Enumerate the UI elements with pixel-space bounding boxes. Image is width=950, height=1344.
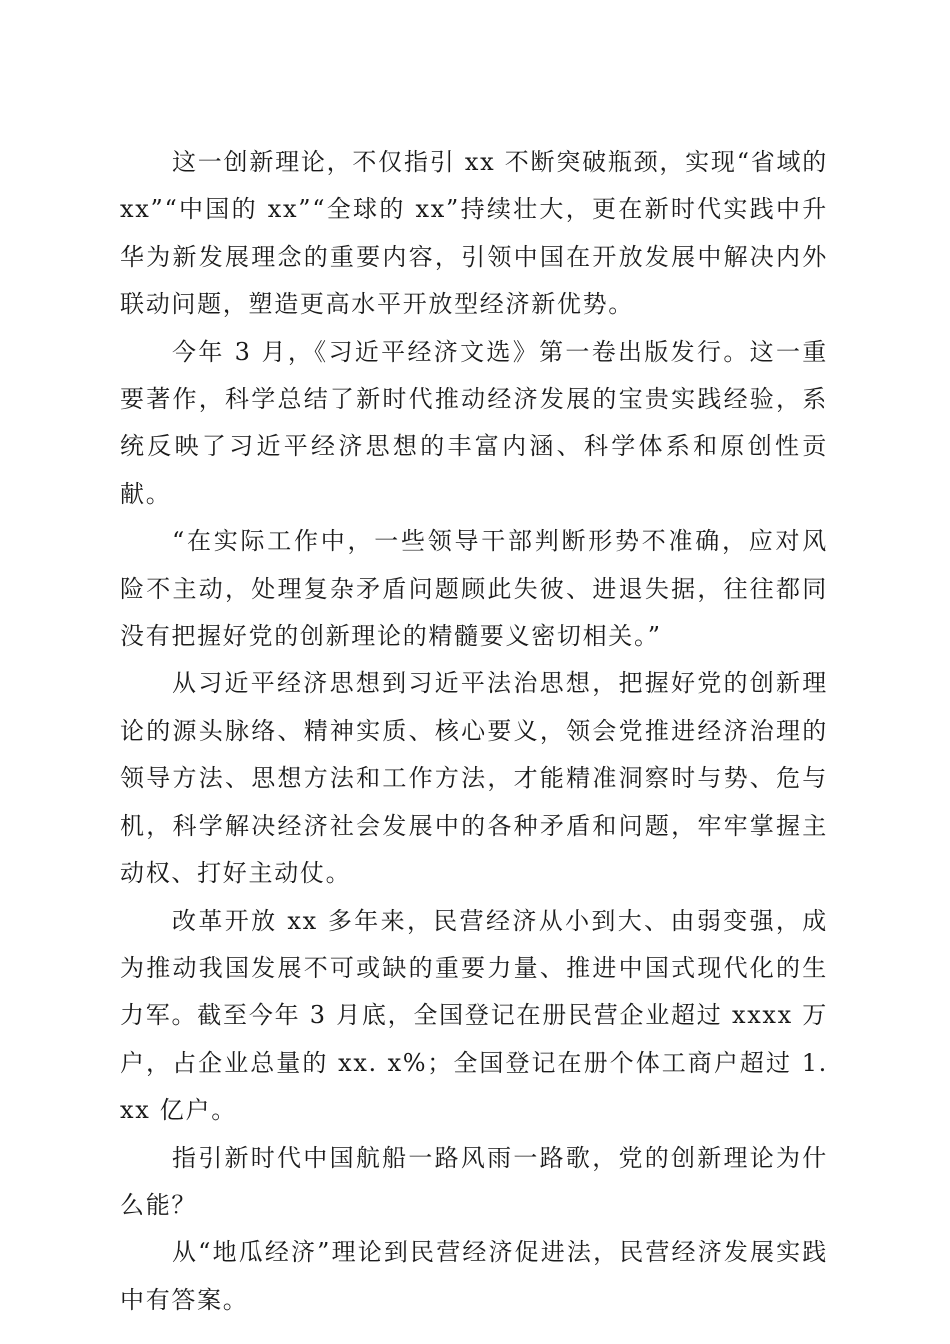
document-body — [120, 139, 828, 1324]
paragraph-4: 从习近平经济思想到习近平法治思想，把握好党的创新理论的源头脉络、精神实质、核心要义，领会党推进经济治理的领导方法、思想方法和工作方法，才能精准洞察时与势、危与机，科学解决经济社会发展中的各种矛盾和问题，牢牢掌握主动权、打好主动仗。 — [120, 669, 828, 888]
paragraph-5: 改革开放 xx 多年来，民营经济从小到大、由弱变强，成为推动我国发展不可或缺的重要力量、推进中国式现代化的生力军。截至今年 3 月底，全国登记在册民营企业超过 xxxx 万户，占企业总量的 xx. x%；全国登记在册个体工商户超过 1. xx 亿户。 — [120, 906, 828, 1125]
paragraph-2: 今年 3 月，《习近平经济文选》第一卷出版发行。这一重要著作，科学总结了新时代推动经济发展的宝贵实践经验，系统反映了习近平经济思想的丰富内涵、科学体系和原创性贡献。 — [120, 337, 828, 508]
paragraph-7: 从“地瓜经济”理论到民营经济促进法，民营经济发展实践中有答案。 — [120, 1238, 828, 1314]
paragraph-1: 这一创新理论，不仅指引 xx 不断突破瓶颈，实现“省域的 xx”“中国的 xx”“全球的 xx”持续壮大，更在新时代实践中升华为新发展理念的重要内容，引领中国在开放发展中解决内外联动问题，塑造更高水平开放型经济新优势。 — [120, 148, 828, 319]
paragraph-3: “在实际工作中，一些领导干部判断形势不准确，应对风险不主动，处理复杂矛盾问题顾此失彼、进退失据，往往都同没有把握好党的创新理论的精髓要义密切相关。” — [120, 527, 828, 651]
paragraph-6: 指引新时代中国航船一路风雨一路歌，党的创新理论为什么能？ — [120, 1143, 828, 1219]
